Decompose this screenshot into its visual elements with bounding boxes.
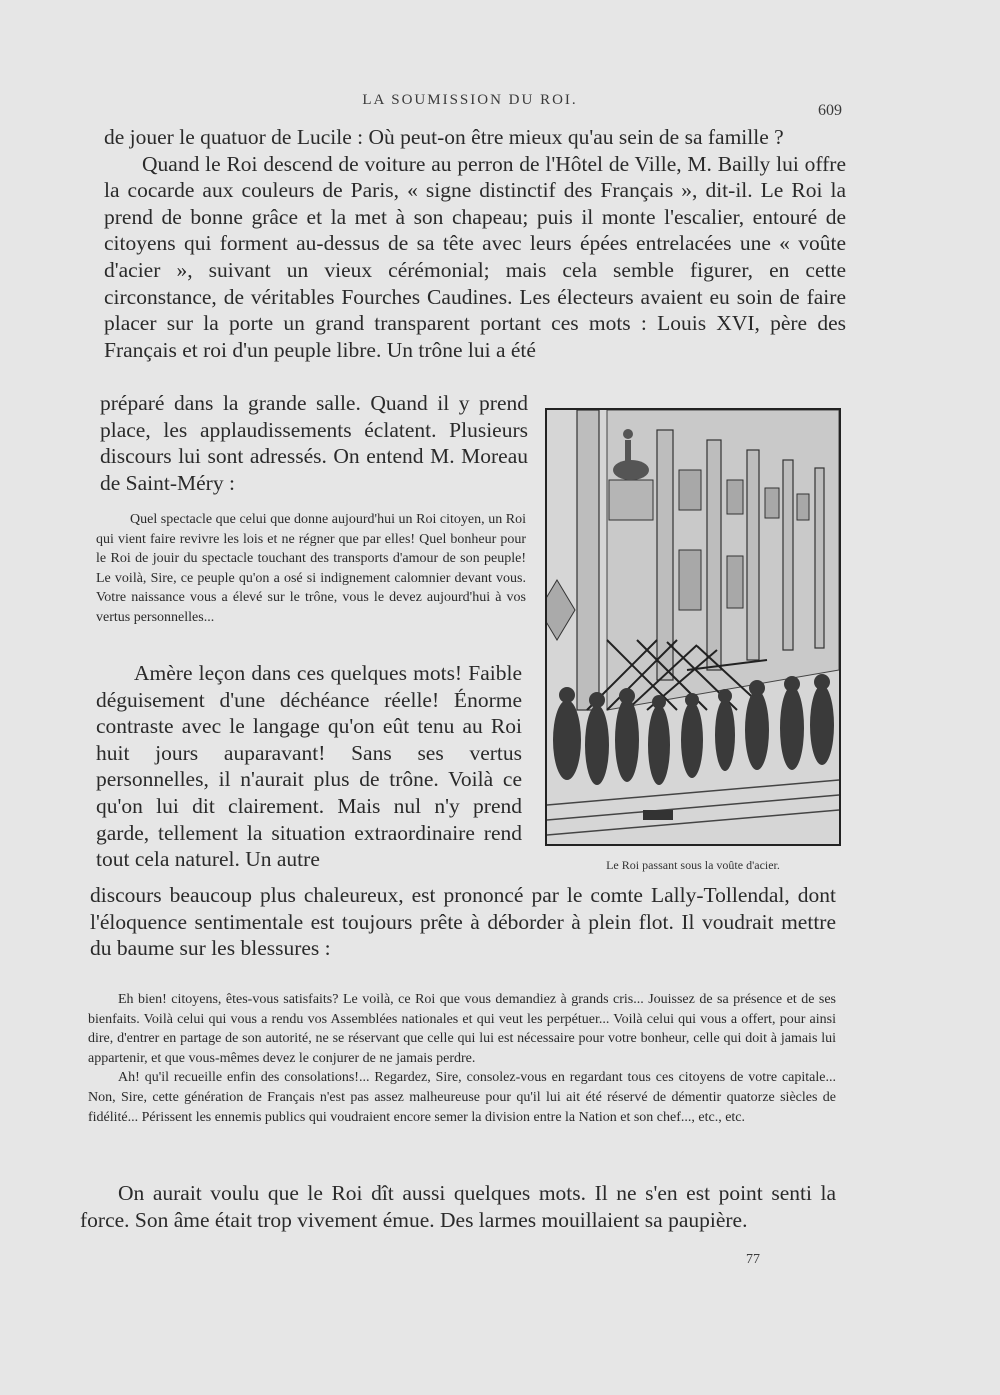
illustration-caption: Le Roi passant sous la voûte d'acier.	[606, 858, 780, 872]
paragraph: discours beaucoup plus chaleureux, est prononcé par le comte Lally-Tollendal, dont l'éloquence sentimentale est toujours prête à déborder à plein flot. Il voudrait mettre du baume sur les blessures :	[90, 883, 836, 961]
paragraph: On aurait voulu que le Roi dît aussi quelques mots. Il ne s'en est point senti la force. Son âme était trop vivement émue. Des larmes mouillaient sa paupière.	[80, 1181, 836, 1232]
quote-paragraph: Ah! qu'il recueille enfin des consolations!... Regardez, Sire, consolez-vous en regardant tous ces citoyens de votre capitale... Non, Sire, cette génération de Français n'est pas assez malheureuse pour qu'il lui ait été réservé de démentir quatorze siècles de fidélité... Périssent les ennemis publics qui voudraient encore semer la division entre la Nation et son chef..., etc., etc.	[88, 1070, 836, 1125]
paragraph: de jouer le quatuor de Lucile : Où peut-on être mieux qu'au sein de sa famille ?	[104, 125, 784, 149]
page-number: 609	[818, 102, 842, 119]
signature-mark: 77	[746, 1252, 760, 1267]
engraving-drawing	[547, 410, 839, 844]
text-block-final	[80, 1180, 836, 1233]
text-block-bottom	[90, 882, 836, 962]
paragraph: préparé dans la grande salle. Quand il y prend place, les applaudissements éclatent. Plusieurs discours lui sont adressés. On entend M. Moreau de Saint-Méry :	[100, 391, 528, 495]
paragraph: Amère leçon dans ces quelques mots! Faible déguisement d'une déchéance réelle! Énorme contraste avec le langage qu'on eût tenu au Roi huit jours auparavant! Sans ses vertus personnelles, il n'aurait plus de trône. Voilà ce qu'on lui dit clairement. Mais nul n'y prend garde, tellement la situation extraordinaire rend tout cela naturel. Un autre	[96, 661, 522, 872]
quote-paragraph: Quel spectacle que celui que donne aujourd'hui un Roi citoyen, un Roi qui vient faire revivre les lois et ne régner que par elles! Quel bonheur pour le Roi de jouir du spectacle touchant des transports d'amour de son peuple! Le voilà, Sire, ce peuple qu'on a osé si indignement calomnier devant vous. Votre naissance vous a élevé sur le trône, vous le devez aujourd'hui à vos vertus personnelles...	[96, 512, 526, 625]
text-block-top	[104, 124, 846, 363]
paragraph: Quand le Roi descend de voiture au perron de l'Hôtel de Ville, M. Bailly lui offre la cocarde aux couleurs de Paris, « signe distinctif des Français », dit-il. Le Roi la prend de bonne grâce et la met à son chapeau; puis il monte l'escalier, entouré de citoyens qui forment au-dessus de sa tête avec leurs épées entrelacées une « voûte d'acier », suivant un vieux cérémonial; mais cela semble figurer, en cette circonstance, de véritables Fourches Caudines. Les électeurs avaient eu soin de faire placer sur la porte un grand transparent portant ces mots : Louis XVI, père des Français et roi d'un peuple libre. Un trône lui a été	[104, 151, 846, 362]
running-title: LA SOUMISSION DU ROI.	[362, 92, 578, 108]
engraving-crowd-swords-image	[545, 408, 841, 846]
quotation-lally-tollendal	[88, 990, 836, 1127]
text-block-left-1	[100, 390, 528, 496]
text-block-left-2	[96, 660, 522, 873]
quote-paragraph: Eh bien! citoyens, êtes-vous satisfaits? Le voilà, ce Roi que vous demandiez à grands cris... Jouissez de sa présence et de ses bienfaits. Voilà celui qui vous a rendu vos Assemblées nationales et qui veut les perpétuer... Voilà celui qui vous a offert, pour ainsi dire, d'entrer en partage de son autorité, ne se réservant que celle qui lui est nécessaire pour votre bonheur, celle qui doit à jamais lui appartenir, et que vous-mêmes devez le conjurer de ne jamais perdre.	[88, 992, 836, 1066]
quotation-moreau	[96, 510, 526, 628]
